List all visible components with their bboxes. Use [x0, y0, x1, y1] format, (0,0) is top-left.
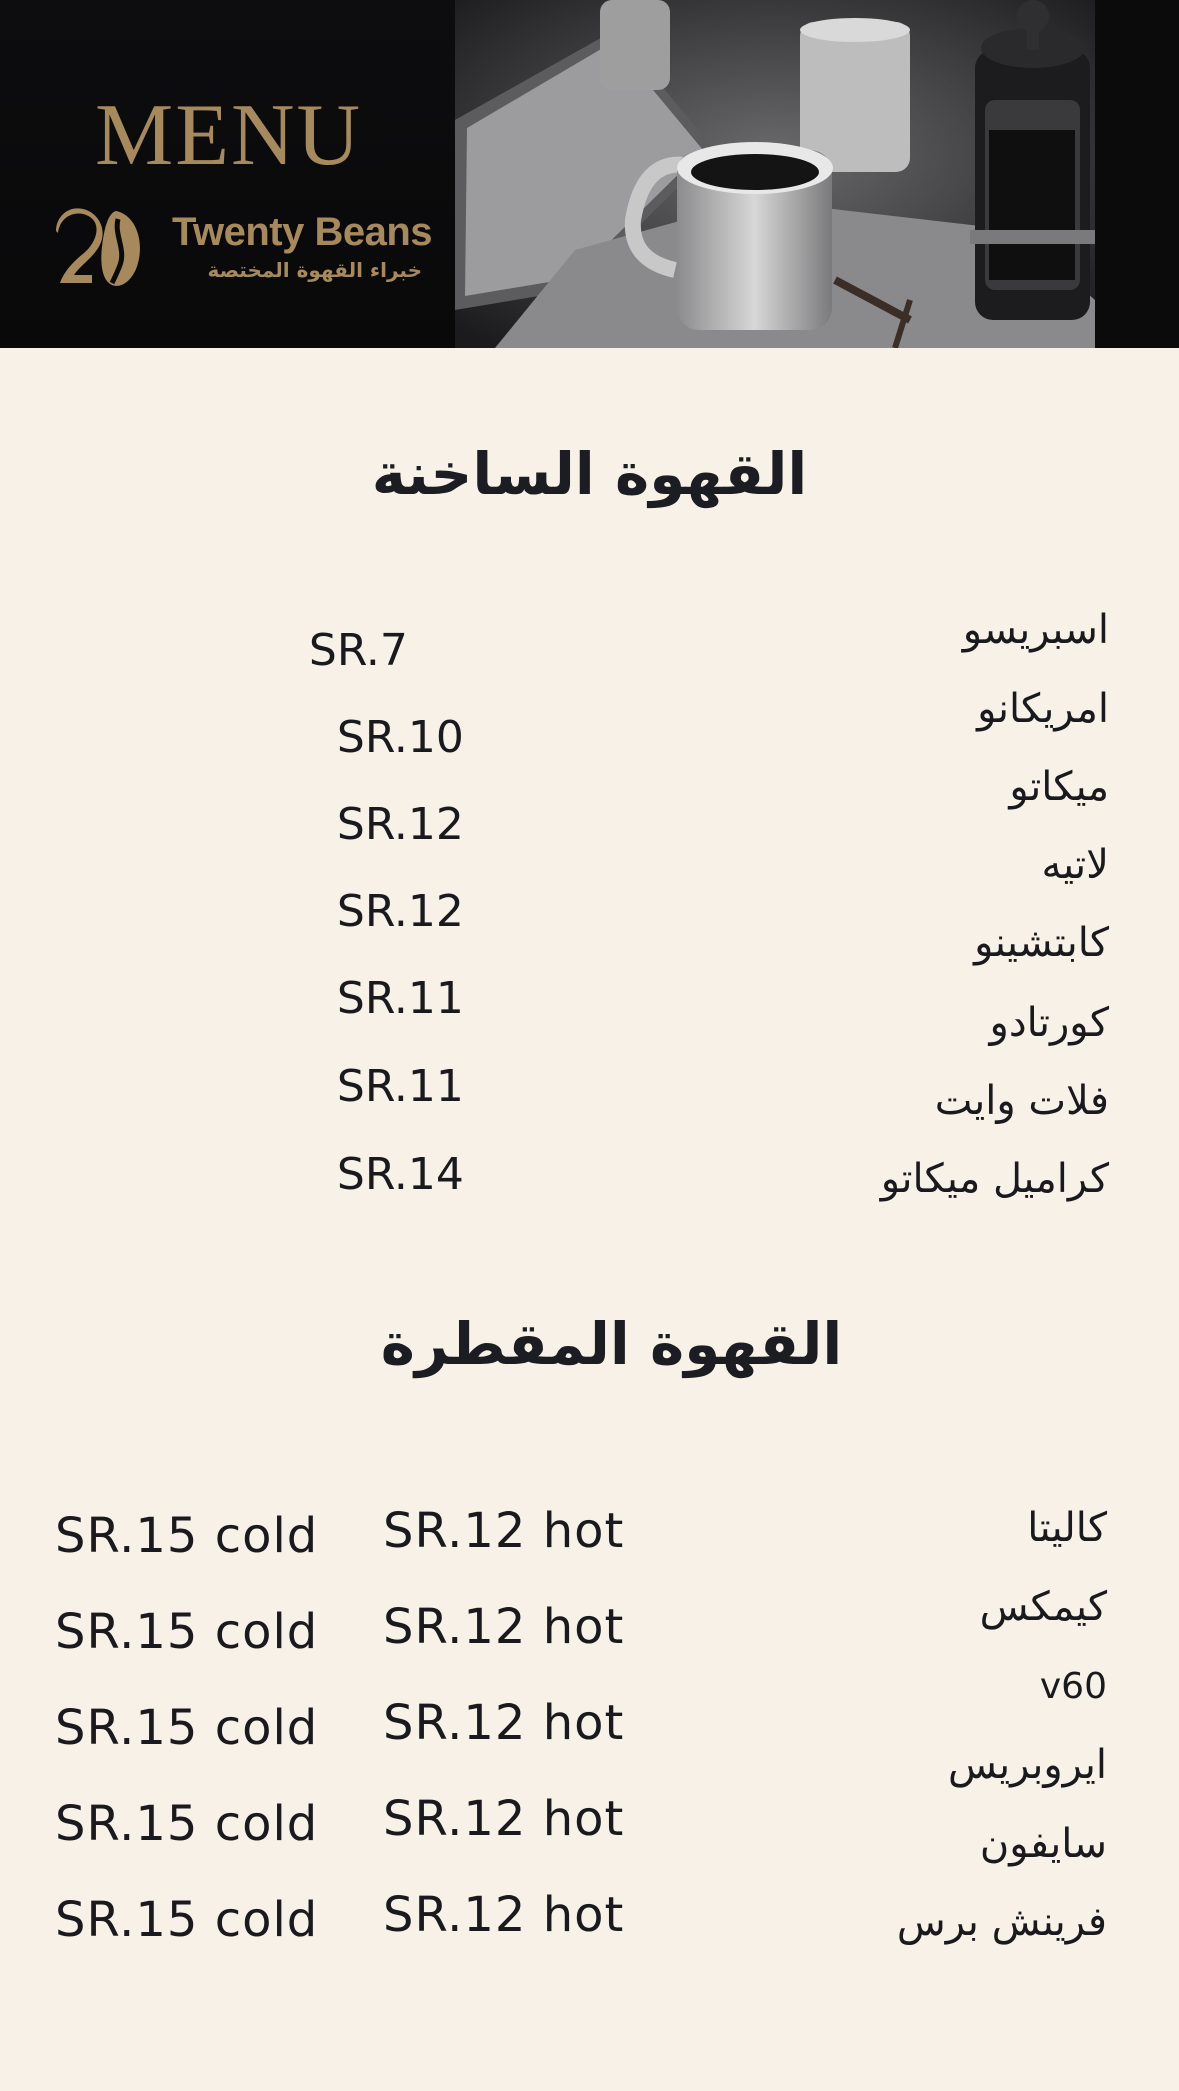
- cold-price: SR.15 cold: [55, 1508, 319, 1564]
- menu-item-price: SR.14: [336, 1149, 464, 1200]
- menu-item-name: كاليتا: [1027, 1505, 1107, 1551]
- brand-panel: [0, 0, 455, 348]
- menu-item-price: SR.11: [336, 973, 464, 1024]
- menu-item-name: كيمكس: [979, 1584, 1107, 1630]
- menu-item-name: كورتادو: [989, 1000, 1109, 1046]
- cold-price: SR.15 cold: [55, 1604, 319, 1660]
- menu-item-name: فرينش برس: [896, 1899, 1107, 1945]
- menu-item-name: سايفون: [979, 1821, 1107, 1867]
- menu-item-name: كراميل ميكاتو: [880, 1156, 1109, 1202]
- hot-price: SR.12 hot: [383, 1695, 625, 1751]
- hot-price: SR.12 hot: [383, 1887, 625, 1943]
- hot-price: SR.12 hot: [383, 1599, 625, 1655]
- cold-price: SR.15 cold: [55, 1892, 319, 1948]
- hot-price: SR.12 hot: [383, 1503, 625, 1559]
- brand-tagline: خبراء القهوة المختصة: [207, 258, 422, 282]
- coffee-photo: [455, 0, 1095, 348]
- cold-price: SR.15 cold: [55, 1700, 319, 1756]
- menu-item-name: فلات وايت: [934, 1078, 1109, 1124]
- menu-item-price: SR.12: [336, 799, 464, 850]
- menu-item-price: SR.10: [336, 712, 464, 763]
- menu-header: [0, 0, 1179, 348]
- drip-coffee-title: القهوة المقطرة: [380, 1310, 843, 1378]
- menu-item-name: ميكاتو: [1009, 764, 1109, 810]
- menu-item-name: لاتيه: [1041, 842, 1109, 888]
- menu-item-price: SR.7: [308, 625, 408, 676]
- brand-name: Twenty Beans: [172, 210, 432, 254]
- menu-item-price: SR.12: [336, 886, 464, 937]
- hot-coffee-title: القهوة الساخنة: [371, 440, 808, 508]
- menu-item-name: ايروبريس: [948, 1742, 1107, 1788]
- cold-price: SR.15 cold: [55, 1796, 319, 1852]
- menu-item-name: امريكانو: [977, 686, 1109, 732]
- twenty-beans-logo-icon: [50, 205, 145, 290]
- menu-title: MENU: [95, 87, 363, 184]
- menu-item-name: كابتشينو: [974, 920, 1109, 966]
- menu-item-name: v60: [1039, 1666, 1107, 1707]
- menu-item-name: اسبريسو: [962, 607, 1109, 653]
- menu-item-price: SR.11: [336, 1061, 464, 1112]
- hot-price: SR.12 hot: [383, 1791, 625, 1847]
